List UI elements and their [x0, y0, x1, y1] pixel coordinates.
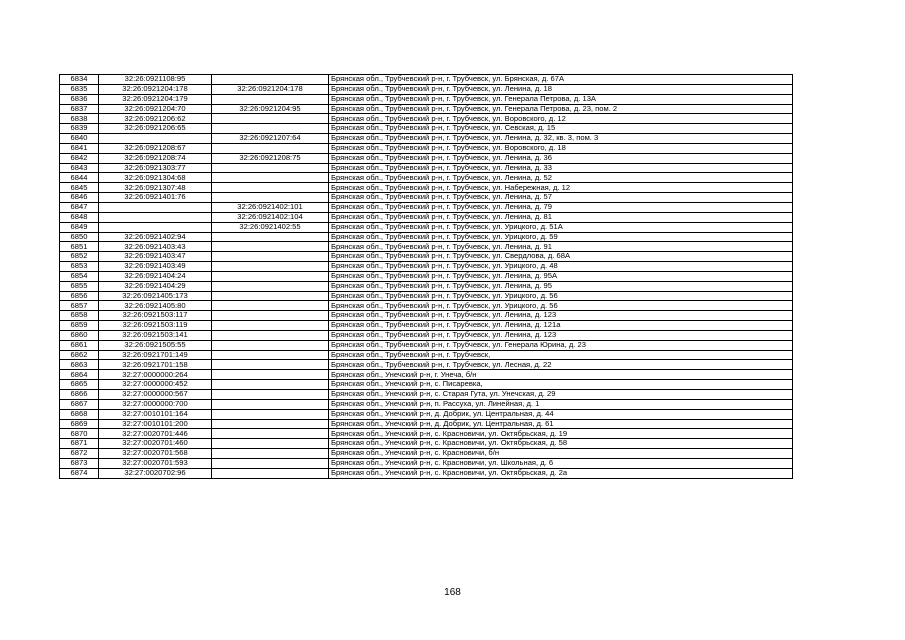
- table-row: [60, 262, 793, 272]
- table-row: [60, 271, 793, 281]
- cadastral-number-cell: 32:27:0000000:452: [99, 380, 212, 390]
- related-cadastral-number-cell: [212, 193, 329, 203]
- related-cadastral-number-cell: [212, 262, 329, 272]
- record-number-cell: 6871: [60, 439, 99, 449]
- table-row: [60, 84, 793, 94]
- cadastral-number-cell: [99, 202, 212, 212]
- table-row: [60, 202, 793, 212]
- cadastral-number-cell: 32:26:0921401:76: [99, 193, 212, 203]
- address-cell: Брянская обл., Трубчевский р-н, г. Трубчевск, ул. Ленина, д. 79: [329, 202, 793, 212]
- address-cell: Брянская обл., Трубчевский р-н, г. Трубчевск, ул. Ленина, д. 95А: [329, 271, 793, 281]
- address-cell: Брянская обл., Трубчевский р-н, г. Трубчевск, ул. Ленина, д. 123: [329, 311, 793, 321]
- related-cadastral-number-cell: [212, 321, 329, 331]
- record-number-cell: 6869: [60, 419, 99, 429]
- address-cell: Брянская обл., Трубчевский р-н, г. Трубчевск, ул. Набережная, д. 12: [329, 183, 793, 193]
- cadastral-number-cell: [99, 222, 212, 232]
- record-number-cell: 6866: [60, 390, 99, 400]
- record-number-cell: 6848: [60, 212, 99, 222]
- address-cell: Брянская обл., Трубчевский р-н, г. Трубчевск, ул. Лесная, д. 22: [329, 360, 793, 370]
- table-row: [60, 429, 793, 439]
- cadastral-number-cell: 32:27:0020701:593: [99, 458, 212, 468]
- record-number-cell: 6835: [60, 84, 99, 94]
- record-number-cell: 6860: [60, 330, 99, 340]
- table-row: [60, 281, 793, 291]
- related-cadastral-number-cell: [212, 409, 329, 419]
- record-number-cell: 6851: [60, 242, 99, 252]
- related-cadastral-number-cell: [212, 271, 329, 281]
- table-row: [60, 173, 793, 183]
- cadastral-number-cell: 32:26:0921402:94: [99, 232, 212, 242]
- record-number-cell: 6840: [60, 134, 99, 144]
- address-cell: Брянская обл., Трубчевский р-н, г. Трубчевск, ул. Урицкого, д. 48: [329, 262, 793, 272]
- record-number-cell: 6843: [60, 163, 99, 173]
- address-cell: Брянская обл., Унечский р-н, д. Добрик, ул. Центральная, д. 61: [329, 419, 793, 429]
- table-row: [60, 134, 793, 144]
- address-cell: Брянская обл., Трубчевский р-н, г. Трубчевск, ул. Ленина, д. 18: [329, 84, 793, 94]
- address-cell: Брянская обл., Трубчевский р-н, г. Трубчевск, ул. Ленина, д. 121а: [329, 321, 793, 331]
- address-cell: Брянская обл., Трубчевский р-н, г. Трубчевск, ул. Ленина, д. 91: [329, 242, 793, 252]
- cadastral-number-cell: 32:27:0010101:164: [99, 409, 212, 419]
- address-cell: Брянская обл., Трубчевский р-н, г. Трубчевск, ул. Ленина, д. 57: [329, 193, 793, 203]
- related-cadastral-number-cell: [212, 429, 329, 439]
- address-cell: Брянская обл., Унечский р-н, с. Красновичи, ул. Школьная, д. 6: [329, 458, 793, 468]
- table-row: [60, 370, 793, 380]
- record-number-cell: 6834: [60, 75, 99, 85]
- cadastral-number-cell: 32:27:0020701:568: [99, 449, 212, 459]
- address-cell: Брянская обл., Трубчевский р-н, г. Трубчевск, ул. Севская, д. 15: [329, 124, 793, 134]
- address-cell: Брянская обл., Трубчевский р-н, г. Трубчевск, ул. Воровского, д. 12: [329, 114, 793, 124]
- address-cell: Брянская обл., Трубчевский р-н, г. Трубчевск, ул. Ленина, д. 36: [329, 153, 793, 163]
- related-cadastral-number-cell: 32:26:0921402:104: [212, 212, 329, 222]
- related-cadastral-number-cell: [212, 419, 329, 429]
- table-row: [60, 124, 793, 134]
- address-cell: Брянская обл., Трубчевский р-н, г. Трубчевск, ул. Ленина, д. 52: [329, 173, 793, 183]
- table-row: [60, 409, 793, 419]
- related-cadastral-number-cell: 32:26:0921402:55: [212, 222, 329, 232]
- table-row: [60, 252, 793, 262]
- table-row: [60, 104, 793, 114]
- cadastral-number-cell: 32:26:0921206:62: [99, 114, 212, 124]
- record-number-cell: 6839: [60, 124, 99, 134]
- cadastral-number-cell: 32:26:0921304:68: [99, 173, 212, 183]
- record-number-cell: 6854: [60, 271, 99, 281]
- related-cadastral-number-cell: [212, 281, 329, 291]
- address-cell: Брянская обл., Трубчевский р-н, г. Трубчевск, ул. Урицкого, д. 56: [329, 301, 793, 311]
- record-number-cell: 6850: [60, 232, 99, 242]
- record-number-cell: 6849: [60, 222, 99, 232]
- record-number-cell: 6836: [60, 94, 99, 104]
- register-table-body: [60, 75, 793, 479]
- cadastral-number-cell: 32:26:0921307:48: [99, 183, 212, 193]
- related-cadastral-number-cell: 32:26:0921208:75: [212, 153, 329, 163]
- table-row: [60, 321, 793, 331]
- cadastral-number-cell: 32:27:0000000:567: [99, 390, 212, 400]
- related-cadastral-number-cell: [212, 311, 329, 321]
- table-row: [60, 458, 793, 468]
- record-number-cell: 6874: [60, 468, 99, 478]
- related-cadastral-number-cell: 32:26:0921204:95: [212, 104, 329, 114]
- address-cell: Брянская обл., Трубчевский р-н, г. Трубчевск, ул. Генерала Юрина, д. 23: [329, 340, 793, 350]
- cadastral-number-cell: 32:27:0020701:460: [99, 439, 212, 449]
- table-row: [60, 143, 793, 153]
- table-row: [60, 350, 793, 360]
- table-row: [60, 183, 793, 193]
- cadastral-number-cell: 32:26:0921701:149: [99, 350, 212, 360]
- record-number-cell: 6864: [60, 370, 99, 380]
- table-row: [60, 301, 793, 311]
- record-number-cell: 6872: [60, 449, 99, 459]
- address-cell: Брянская обл., Унечский р-н, д. Добрик, ул. Центральная, д. 44: [329, 409, 793, 419]
- table-row: [60, 153, 793, 163]
- table-row: [60, 390, 793, 400]
- related-cadastral-number-cell: [212, 350, 329, 360]
- record-number-cell: 6856: [60, 291, 99, 301]
- table-row: [60, 232, 793, 242]
- related-cadastral-number-cell: [212, 399, 329, 409]
- address-cell: Брянская обл., Трубчевский р-н, г. Трубчевск, ул. Ленина, д. 95: [329, 281, 793, 291]
- record-number-cell: 6861: [60, 340, 99, 350]
- table-row: [60, 242, 793, 252]
- address-cell: Брянская обл., Трубчевский р-н, г. Трубчевск,: [329, 350, 793, 360]
- table-row: [60, 291, 793, 301]
- register-table: [59, 74, 793, 479]
- cadastral-number-cell: 32:26:0921208:67: [99, 143, 212, 153]
- record-number-cell: 6838: [60, 114, 99, 124]
- address-cell: Брянская обл., Трубчевский р-н, г. Трубчевск, ул. Ленина, д. 32, кв. 3, пом. 3: [329, 134, 793, 144]
- address-cell: Брянская обл., Трубчевский р-н, г. Трубчевск, ул. Свердлова, д. 68А: [329, 252, 793, 262]
- related-cadastral-number-cell: [212, 301, 329, 311]
- related-cadastral-number-cell: [212, 380, 329, 390]
- table-row: [60, 340, 793, 350]
- record-number-cell: 6873: [60, 458, 99, 468]
- address-cell: Брянская обл., Трубчевский р-н, г. Трубчевск, ул. Ленина, д. 81: [329, 212, 793, 222]
- related-cadastral-number-cell: [212, 458, 329, 468]
- record-number-cell: 6841: [60, 143, 99, 153]
- address-cell: Брянская обл., Трубчевский р-н, г. Трубчевск, ул. Генерала Петрова, д. 23, пом. 2: [329, 104, 793, 114]
- table-row: [60, 468, 793, 478]
- page-number: 168: [444, 587, 461, 598]
- cadastral-number-cell: 32:27:0000000:700: [99, 399, 212, 409]
- cadastral-number-cell: [99, 212, 212, 222]
- table-row: [60, 439, 793, 449]
- address-cell: Брянская обл., Трубчевский р-н, г. Трубчевск, ул. Ленина, д. 123: [329, 330, 793, 340]
- related-cadastral-number-cell: [212, 114, 329, 124]
- cadastral-number-cell: 32:26:0921303:77: [99, 163, 212, 173]
- cadastral-number-cell: 32:26:0921405:173: [99, 291, 212, 301]
- related-cadastral-number-cell: [212, 94, 329, 104]
- cadastral-number-cell: 32:26:0921403:43: [99, 242, 212, 252]
- related-cadastral-number-cell: [212, 468, 329, 478]
- record-number-cell: 6858: [60, 311, 99, 321]
- address-cell: Брянская обл., Трубчевский р-н, г. Трубчевск, ул. Брянская, д. 67А: [329, 75, 793, 85]
- related-cadastral-number-cell: [212, 370, 329, 380]
- related-cadastral-number-cell: 32:26:0921204:178: [212, 84, 329, 94]
- table-row: [60, 311, 793, 321]
- related-cadastral-number-cell: [212, 252, 329, 262]
- address-cell: Брянская обл., Унечский р-н, с. Красновичи, ул. Октябрьская, д. 58: [329, 439, 793, 449]
- address-cell: Брянская обл., Унечский р-н, г. Унеча, б/н: [329, 370, 793, 380]
- address-cell: Брянская обл., Трубчевский р-н, г. Трубчевск, ул. Урицкого, д. 51А: [329, 222, 793, 232]
- related-cadastral-number-cell: [212, 183, 329, 193]
- table-row: [60, 94, 793, 104]
- record-number-cell: 6853: [60, 262, 99, 272]
- related-cadastral-number-cell: [212, 360, 329, 370]
- related-cadastral-number-cell: [212, 232, 329, 242]
- record-number-cell: 6862: [60, 350, 99, 360]
- related-cadastral-number-cell: [212, 163, 329, 173]
- record-number-cell: 6865: [60, 380, 99, 390]
- cadastral-number-cell: 32:26:0921405:80: [99, 301, 212, 311]
- related-cadastral-number-cell: 32:26:0921402:101: [212, 202, 329, 212]
- cadastral-number-cell: 32:26:0921108:95: [99, 75, 212, 85]
- record-number-cell: 6857: [60, 301, 99, 311]
- cadastral-number-cell: 32:26:0921701:158: [99, 360, 212, 370]
- record-number-cell: 6870: [60, 429, 99, 439]
- related-cadastral-number-cell: [212, 173, 329, 183]
- record-number-cell: 6842: [60, 153, 99, 163]
- record-number-cell: 6837: [60, 104, 99, 114]
- record-number-cell: 6846: [60, 193, 99, 203]
- cadastral-number-cell: 32:26:0921505:55: [99, 340, 212, 350]
- record-number-cell: 6844: [60, 173, 99, 183]
- record-number-cell: 6852: [60, 252, 99, 262]
- cadastral-number-cell: 32:26:0921403:47: [99, 252, 212, 262]
- cadastral-number-cell: 32:26:0921404:29: [99, 281, 212, 291]
- table-row: [60, 330, 793, 340]
- cadastral-number-cell: 32:27:0010101:200: [99, 419, 212, 429]
- table-row: [60, 419, 793, 429]
- related-cadastral-number-cell: [212, 340, 329, 350]
- table-row: [60, 360, 793, 370]
- related-cadastral-number-cell: 32:26:0921207:64: [212, 134, 329, 144]
- address-cell: Брянская обл., Трубчевский р-н, г. Трубчевск, ул. Урицкого, д. 56: [329, 291, 793, 301]
- record-number-cell: 6863: [60, 360, 99, 370]
- related-cadastral-number-cell: [212, 390, 329, 400]
- table-row: [60, 163, 793, 173]
- related-cadastral-number-cell: [212, 291, 329, 301]
- table-row: [60, 449, 793, 459]
- address-cell: Брянская обл., Трубчевский р-н, г. Трубчевск, ул. Генерала Петрова, д. 13А: [329, 94, 793, 104]
- record-number-cell: 6845: [60, 183, 99, 193]
- address-cell: Брянская обл., Унечский р-н, с. Старая Гута, ул. Унечская, д. 29: [329, 390, 793, 400]
- address-cell: Брянская обл., Трубчевский р-н, г. Трубчевск, ул. Урицкого, д. 59: [329, 232, 793, 242]
- related-cadastral-number-cell: [212, 439, 329, 449]
- cadastral-number-cell: 32:26:0921404:24: [99, 271, 212, 281]
- record-number-cell: 6855: [60, 281, 99, 291]
- table-row: [60, 399, 793, 409]
- related-cadastral-number-cell: [212, 449, 329, 459]
- address-cell: Брянская обл., Унечский р-н, с. Красновичи, ул. Октябрьская, д. 19: [329, 429, 793, 439]
- record-number-cell: 6868: [60, 409, 99, 419]
- address-cell: Брянская обл., Трубчевский р-н, г. Трубчевск, ул. Воровского, д. 18: [329, 143, 793, 153]
- record-number-cell: 6859: [60, 321, 99, 331]
- related-cadastral-number-cell: [212, 75, 329, 85]
- record-number-cell: 6867: [60, 399, 99, 409]
- table-row: [60, 193, 793, 203]
- cadastral-number-cell: 32:27:0020701:446: [99, 429, 212, 439]
- table-row: [60, 114, 793, 124]
- related-cadastral-number-cell: [212, 242, 329, 252]
- address-cell: Брянская обл., Унечский р-н, с. Красновичи, ул. Октябрьская, д. 2а: [329, 468, 793, 478]
- cadastral-number-cell: 32:26:0921503:117: [99, 311, 212, 321]
- cadastral-number-cell: 32:26:0921403:49: [99, 262, 212, 272]
- cadastral-number-cell: 32:26:0921503:119: [99, 321, 212, 331]
- cadastral-number-cell: 32:26:0921503:141: [99, 330, 212, 340]
- address-cell: Брянская обл., Унечский р-н, с. Красновичи, б/н: [329, 449, 793, 459]
- record-number-cell: 6847: [60, 202, 99, 212]
- cadastral-number-cell: 32:27:0000000:264: [99, 370, 212, 380]
- cadastral-number-cell: 32:26:0921206:65: [99, 124, 212, 134]
- related-cadastral-number-cell: [212, 143, 329, 153]
- address-cell: Брянская обл., Унечский р-н, с. Писаревка,: [329, 380, 793, 390]
- cadastral-number-cell: 32:26:0921204:70: [99, 104, 212, 114]
- cadastral-number-cell: 32:26:0921204:178: [99, 84, 212, 94]
- cadastral-number-cell: 32:26:0921204:179: [99, 94, 212, 104]
- address-cell: Брянская обл., Трубчевский р-н, г. Трубчевск, ул. Ленина, д. 33: [329, 163, 793, 173]
- table-row: [60, 75, 793, 85]
- cadastral-number-cell: 32:27:0020702:96: [99, 468, 212, 478]
- table-row: [60, 212, 793, 222]
- related-cadastral-number-cell: [212, 330, 329, 340]
- cadastral-number-cell: 32:26:0921208:74: [99, 153, 212, 163]
- cadastral-number-cell: [99, 134, 212, 144]
- table-row: [60, 222, 793, 232]
- address-cell: Брянская обл., Унечский р-н, п. Рассуха, ул. Линейная, д. 1: [329, 399, 793, 409]
- related-cadastral-number-cell: [212, 124, 329, 134]
- table-row: [60, 380, 793, 390]
